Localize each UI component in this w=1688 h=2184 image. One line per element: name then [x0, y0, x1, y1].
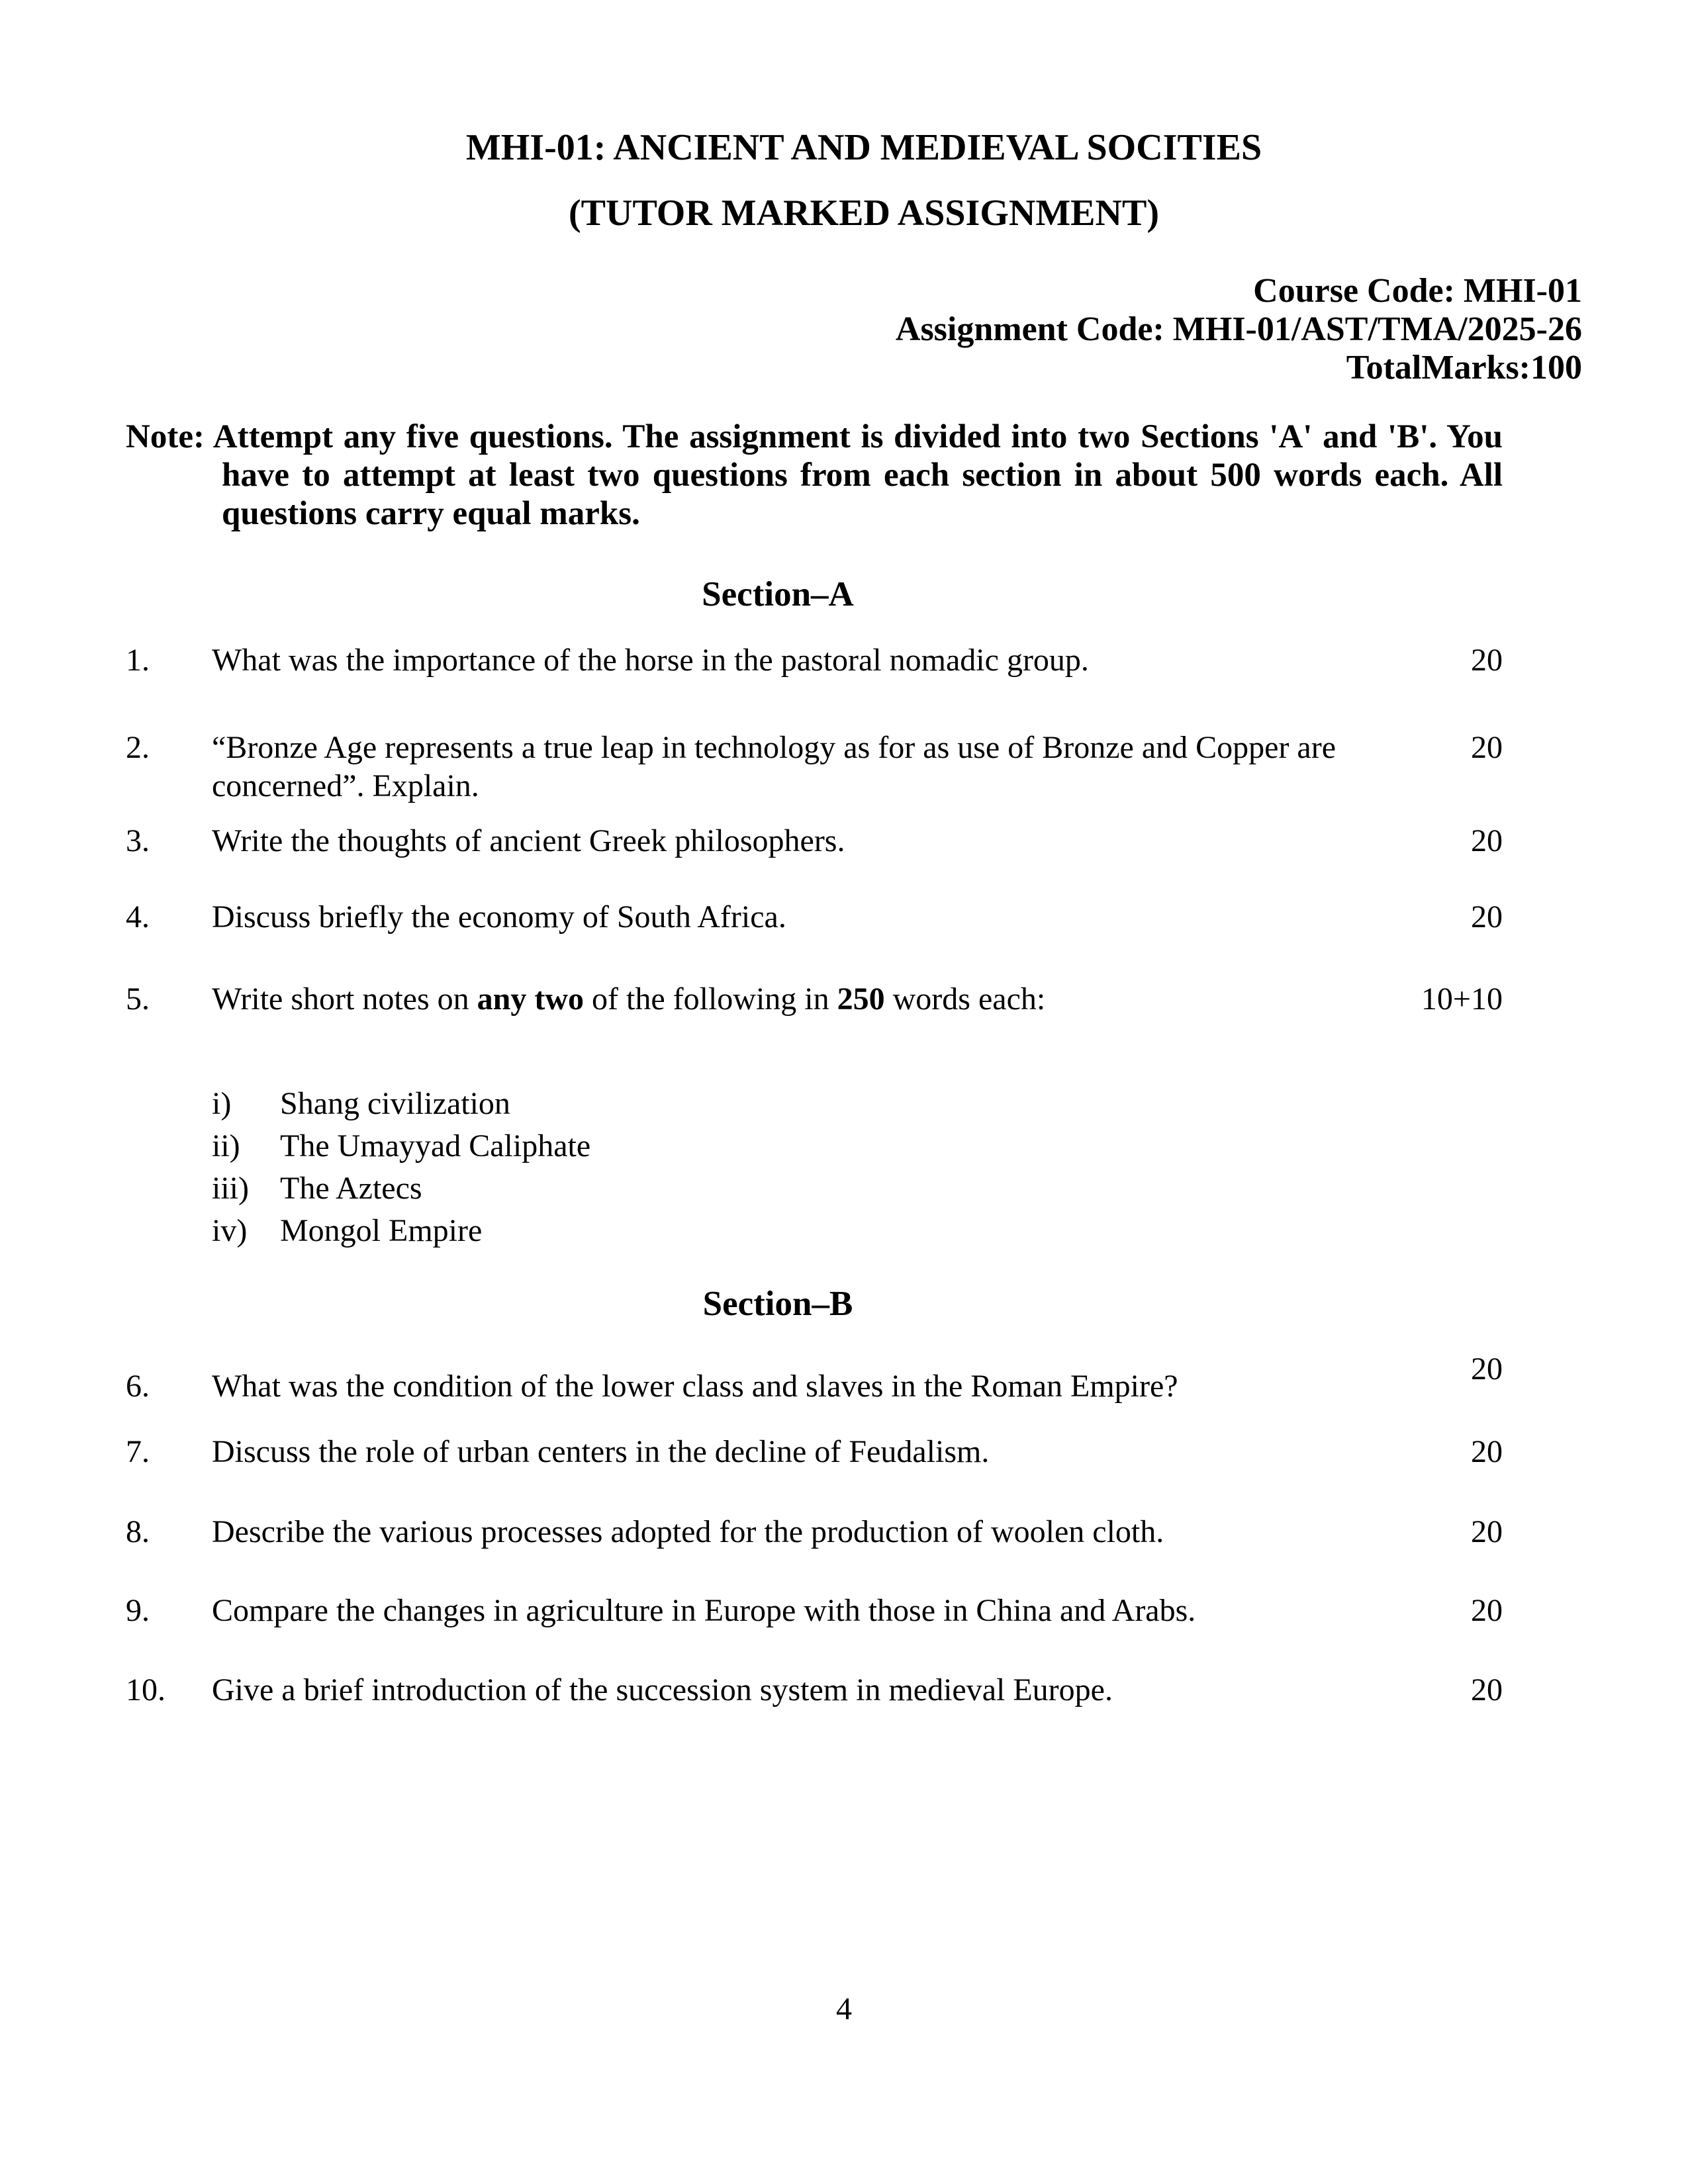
list-item-text: The Umayyad Caliphate [280, 1128, 591, 1163]
list-item-text: The Aztecs [280, 1171, 422, 1206]
note-paragraph: Note: Attempt any five questions. The assignment is divided into two Sections 'A' and 'B'. You have to attempt at least two questions from each section in about 500 words each. All questions carry equal marks. [126, 418, 1503, 532]
question-number: 4. [126, 899, 150, 934]
page-number: 4 [836, 1991, 852, 2026]
list-item [212, 1083, 590, 1125]
question-number: 6. [126, 1369, 150, 1404]
question-row-4 [126, 898, 1503, 936]
question-marks: 20 [1471, 1672, 1503, 1707]
list-item [212, 1210, 590, 1252]
question-marks: 20 [1471, 643, 1503, 678]
question-text: What was the importance of the horse in the pastoral nomadic group. [212, 643, 1089, 678]
question-text [212, 729, 1383, 805]
list-item [212, 1167, 590, 1210]
section-a-heading: Section–A [702, 575, 854, 614]
question-marks: 20 [1471, 1514, 1503, 1549]
question-text-line-1: “Bronze Age represents a true leap in technology as for as use of Bronze and Copper are [212, 730, 1336, 765]
question-marks: 20 [1471, 1351, 1503, 1387]
question-text: What was the condition of the lower class and slaves in the Roman Empire? [212, 1369, 1178, 1404]
list-item-text: Shang civilization [280, 1086, 510, 1121]
total-marks: TotalMarks:100 [1346, 349, 1582, 387]
question-marks: 20 [1471, 823, 1503, 858]
question-number: 7. [126, 1434, 150, 1469]
question-number: 8. [126, 1514, 150, 1549]
question-text-segment: words each: [884, 981, 1046, 1017]
question-row-5 [126, 980, 1503, 1019]
section-b-heading: Section–B [702, 1285, 853, 1323]
list-item-number: iii) [212, 1171, 249, 1206]
question-marks: 20 [1471, 1593, 1503, 1628]
question-row-3 [126, 822, 1503, 860]
question-number: 1. [126, 643, 150, 678]
question-number: 3. [126, 823, 150, 858]
question-text-segment: Write short notes on [212, 981, 477, 1017]
list-item [212, 1125, 590, 1167]
assignment-code: Assignment Code: MHI-01/AST/TMA/2025-26 [895, 310, 1582, 348]
question-text-line-2: concerned”. Explain. [212, 768, 479, 803]
short-notes-list [212, 1083, 590, 1252]
question-marks: 10+10 [1421, 981, 1503, 1017]
question-text: Describe the various processes adopted for the production of woolen cloth. [212, 1514, 1164, 1549]
question-number: 5. [126, 981, 150, 1017]
question-row-10 [126, 1671, 1503, 1709]
question-number: 2. [126, 730, 150, 765]
list-item-number: i) [212, 1086, 232, 1121]
question-marks: 20 [1471, 899, 1503, 934]
question-row-7 [126, 1433, 1503, 1471]
codes-block [0, 272, 1582, 387]
document-title: MHI-01: ANCIENT AND MEDIEVAL SOCITIES [465, 127, 1262, 168]
list-item-number: ii) [212, 1128, 240, 1163]
question-text-bold: any two [477, 981, 585, 1017]
list-item-number: iv) [212, 1213, 248, 1248]
question-number: 10. [126, 1672, 165, 1707]
question-marks: 20 [1471, 730, 1503, 765]
question-marks: 20 [1471, 1434, 1503, 1469]
question-text: Compare the changes in agriculture in Europe with those in China and Arabs. [212, 1593, 1196, 1628]
question-text: Write the thoughts of ancient Greek philosophers. [212, 823, 845, 858]
question-text: Discuss briefly the economy of South Africa. [212, 899, 786, 934]
question-row-2 [126, 729, 1503, 805]
list-item-text: Mongol Empire [280, 1213, 483, 1248]
question-text-segment: of the following in [584, 981, 837, 1017]
question-text-bold: 250 [837, 981, 885, 1017]
question-row-8 [126, 1513, 1503, 1551]
question-row-9 [126, 1592, 1503, 1630]
document-subtitle: (TUTOR MARKED ASSIGNMENT) [569, 193, 1159, 234]
course-code: Course Code: MHI-01 [1253, 272, 1582, 310]
question-text: Give a brief introduction of the succession system in medieval Europe. [212, 1672, 1113, 1707]
question-text [212, 980, 1383, 1019]
question-number: 9. [126, 1593, 150, 1628]
question-text: Discuss the role of urban centers in the decline of Feudalism. [212, 1434, 990, 1469]
question-row-6 [126, 1351, 1503, 1406]
question-row-1 [126, 641, 1503, 680]
